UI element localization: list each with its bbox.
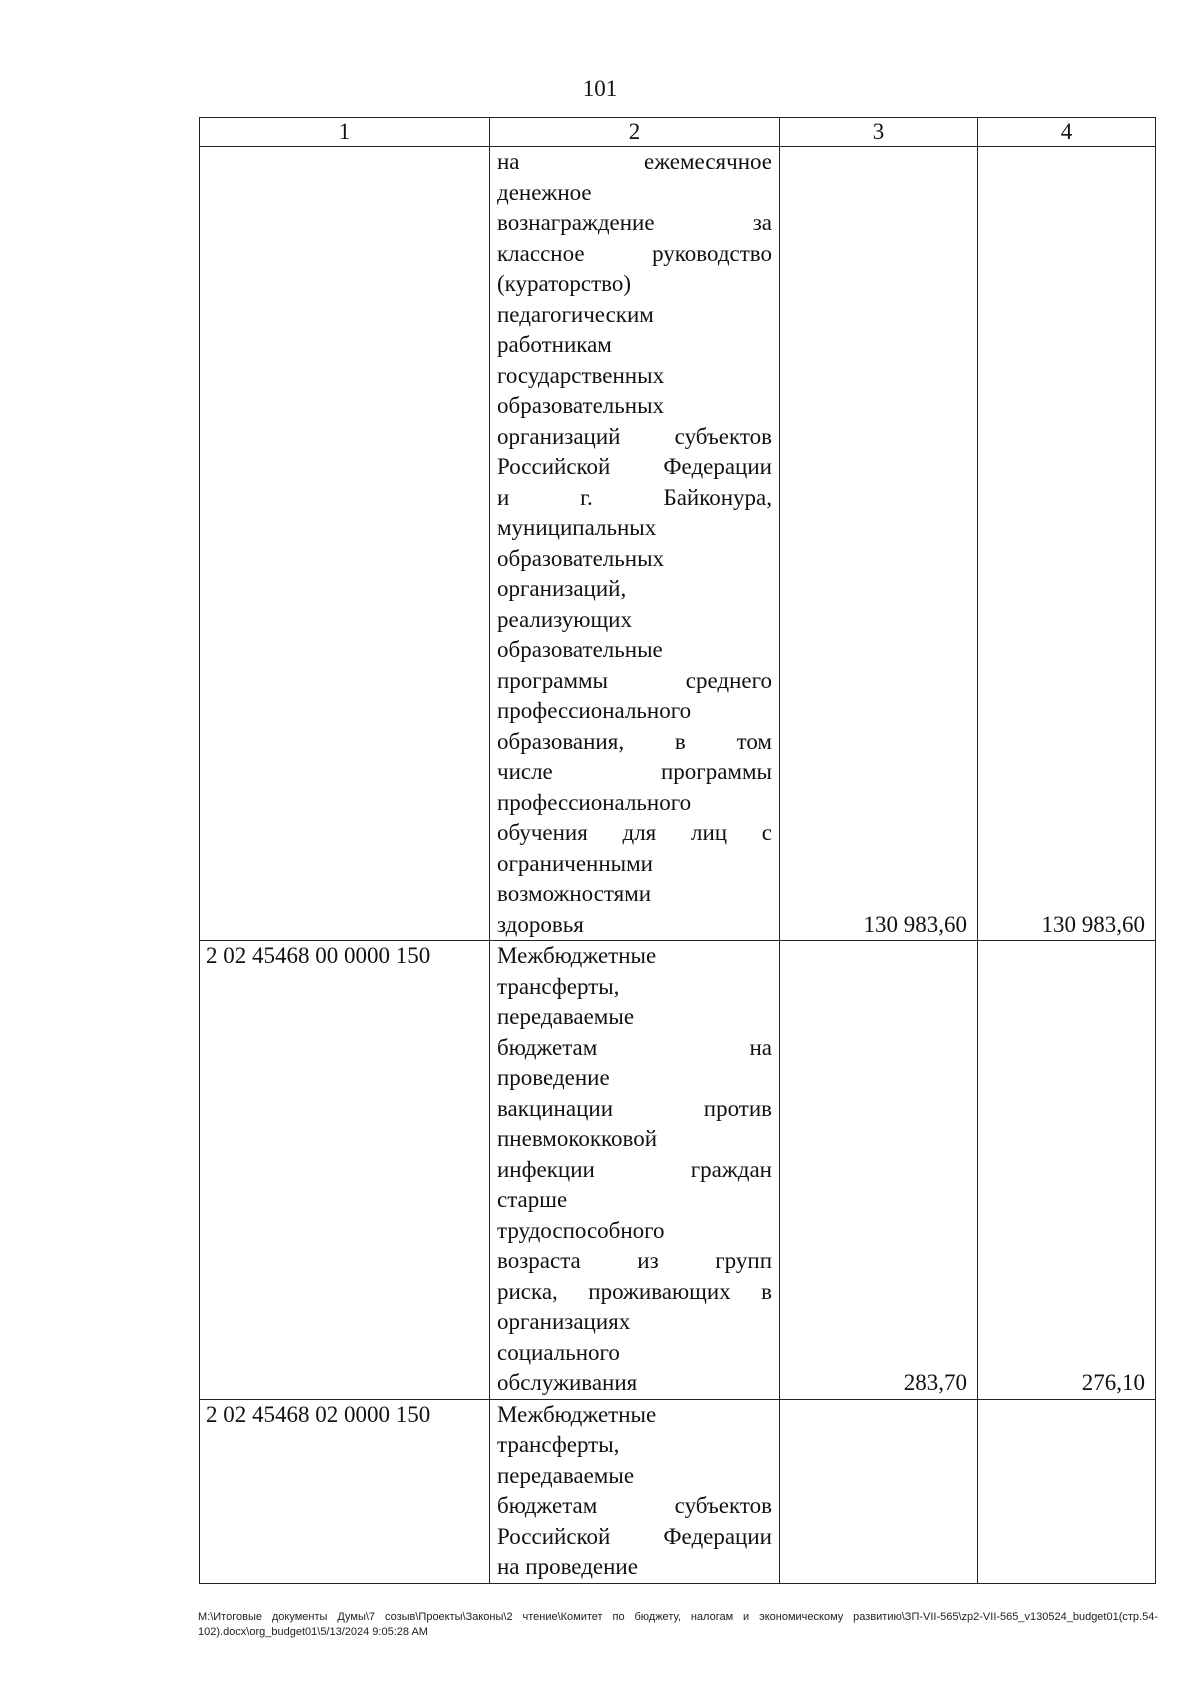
description-line: числе программы xyxy=(497,759,772,784)
amount-column-3-cell: 130 983,60 xyxy=(780,147,978,941)
description-line: риска, проживающих в xyxy=(497,1278,772,1304)
description-line: классное руководство xyxy=(497,240,772,266)
description-line: социального xyxy=(497,1339,620,1365)
description-line: трудоспособного xyxy=(497,1217,665,1243)
description-line: образовательных xyxy=(497,393,665,418)
description-line: образования, в том xyxy=(497,728,772,754)
description-line: Российской Федерации xyxy=(497,1523,772,1549)
description-line: образовательных xyxy=(497,545,665,571)
description-line: профессионального xyxy=(497,789,692,815)
description-cell xyxy=(490,147,780,941)
table-header-row xyxy=(200,118,1156,147)
amount-column-4-cell: 130 983,60 xyxy=(978,147,1156,941)
description-line: бюджетам на xyxy=(497,1034,772,1060)
amount-column-3-cell: 283,70 xyxy=(780,941,978,1400)
description-line: образовательные xyxy=(497,637,663,662)
column-header-2: 2 xyxy=(490,118,780,147)
amount-column-4-cell xyxy=(978,1399,1156,1583)
description-line: организаций, xyxy=(497,576,627,601)
description-line: пневмококковой xyxy=(497,1126,658,1151)
table-row xyxy=(200,1399,1156,1583)
description-cell xyxy=(490,1399,780,1583)
description-line: и г. Байконура, xyxy=(497,484,772,510)
description-line: старше xyxy=(497,1187,568,1212)
description-line: Межбюджетные xyxy=(497,1401,657,1427)
description-line: трансферты, xyxy=(497,1432,620,1457)
amount-column-3-cell xyxy=(780,1399,978,1583)
description-line: программы среднего xyxy=(497,667,772,693)
description-line: организациях xyxy=(497,1309,631,1334)
budget-code-cell: 2 02 45468 00 0000 150 xyxy=(200,941,490,1400)
description-line: на проведение xyxy=(497,1554,638,1579)
description-line: передаваемые xyxy=(497,1462,635,1488)
table-row xyxy=(200,941,1156,1400)
description-line: возможностями xyxy=(497,881,652,906)
description-line: на ежемесячное xyxy=(497,149,772,174)
amount-column-4-cell: 276,10 xyxy=(978,941,1156,1400)
description-line: инфекции граждан xyxy=(497,1156,772,1182)
description-line: проведение xyxy=(497,1065,610,1090)
description-line: организаций субъектов xyxy=(497,423,772,449)
description-line: педагогическим xyxy=(497,301,654,327)
budget-table xyxy=(199,117,1156,1584)
description-line: Российской Федерации xyxy=(497,454,772,479)
description-line: обучения для лиц с xyxy=(497,820,772,845)
footer-file-path: M:\Итоговые документы Думы\7 созыв\Проекты\Законы\2 чтение\Комитет по бюджету, налогам и экономическому развитию\ЗП-VII-565\zp2-VII-565_v130524_budget01(стр.54-102).docx\org_budget01\5/13/2024 9:05:28 AM xyxy=(198,1611,1158,1638)
description-line: бюджетам субъектов xyxy=(497,1493,772,1518)
description-line: реализующих xyxy=(497,606,632,632)
description-line: работникам xyxy=(497,332,612,357)
budget-code-cell xyxy=(200,147,490,941)
description-line: вакцинации против xyxy=(497,1095,772,1121)
description-line: здоровья xyxy=(497,911,584,937)
column-header-4: 4 xyxy=(978,118,1156,147)
budget-code-cell: 2 02 45468 02 0000 150 xyxy=(200,1399,490,1583)
column-header-3: 3 xyxy=(780,118,978,147)
description-line: обслуживания xyxy=(497,1370,638,1395)
description-line: денежное xyxy=(497,179,592,205)
table-body xyxy=(200,118,1156,1584)
description-line: профессионального xyxy=(497,698,692,723)
column-header-1: 1 xyxy=(200,118,490,147)
description-line: ограниченными xyxy=(497,850,653,876)
description-line: трансферты, xyxy=(497,973,620,999)
description-line: возраста из групп xyxy=(497,1248,772,1273)
description-line: муниципальных xyxy=(497,515,657,540)
description-line: вознаграждение за xyxy=(497,210,772,235)
description-line: государственных xyxy=(497,362,665,388)
table-row xyxy=(200,147,1156,941)
page-number: 101 xyxy=(582,76,618,101)
description-line: Межбюджетные xyxy=(497,943,657,968)
description-cell xyxy=(490,941,780,1400)
description-line: (кураторство) xyxy=(497,271,631,296)
description-line: передаваемые xyxy=(497,1004,635,1029)
